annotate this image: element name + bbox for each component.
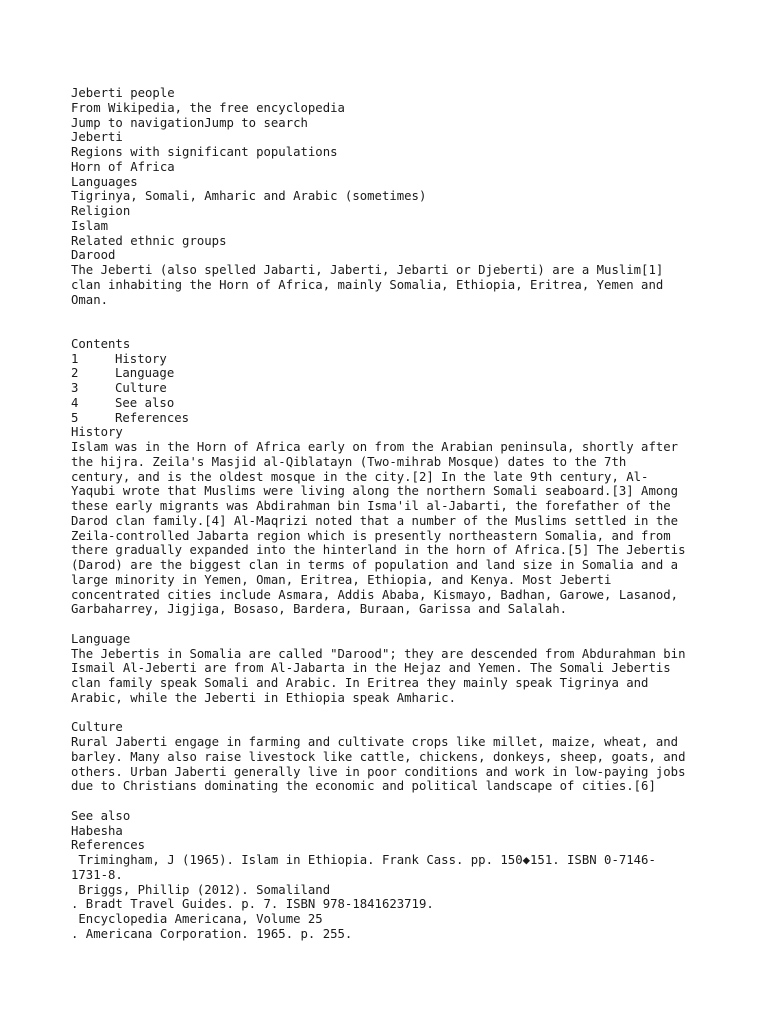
- reference-line: 1731-8.: [71, 867, 123, 882]
- paragraph-line: Zeila-controlled Jabarta region which is presently northeastern Somalia, and from: [71, 528, 671, 543]
- infobox-regions-label: Regions with significant populations: [71, 145, 338, 159]
- infobox-related-value[interactable]: Darood: [71, 248, 116, 263]
- infobox-languages-label: Languages: [71, 174, 138, 189]
- section-heading: References: [71, 838, 146, 853]
- toc-number: 2: [71, 366, 79, 381]
- toc-number: 5: [71, 410, 79, 425]
- intro-line: clan inhabiting the Horn of Africa, mainly Somalia, Ethiopia, Eritrea, Yemen and: [71, 277, 664, 292]
- toc-label: Culture: [115, 381, 167, 395]
- table-of-contents: [71, 337, 711, 426]
- paragraph-line: Ismail Al-Jeberti are from Al-Jabarta in the Hejaz and Yemen. The Somali Jebertis: [71, 661, 671, 676]
- infobox: [71, 130, 711, 263]
- section-heading: Language: [71, 631, 131, 646]
- section-heading: Culture: [71, 720, 123, 735]
- toc-item-references[interactable]: [71, 411, 711, 426]
- spacer: [71, 322, 711, 337]
- paragraph-line: others. Urban Jaberti generally live in poor conditions and work in low-paying jobs: [71, 764, 686, 779]
- toc-number: 1: [71, 351, 79, 366]
- reference-line: Trimingham, J (1965). Islam in Ethiopia. Frank Cass. pp. 150◆151. ISBN 0-7146-: [71, 853, 656, 867]
- toc-item-language[interactable]: [71, 366, 711, 381]
- paragraph-line: there gradually expanded into the hinterland in the horn of Africa.[5] The Jebertis: [71, 543, 686, 558]
- intro-line: The Jeberti (also spelled Jabarti, Jaberti, Jebarti or Djeberti) are a Muslim[1]: [71, 263, 664, 277]
- paragraph-line: century, and is the oldest mosque in the city.[2] In the late 9th century, Al-: [71, 469, 649, 484]
- section-heading: See also: [71, 808, 131, 823]
- contents-heading: Contents: [71, 336, 131, 351]
- section-references: [71, 838, 711, 941]
- toc-label: History: [115, 351, 167, 366]
- toc-item-history[interactable]: [71, 352, 711, 367]
- section-culture: [71, 720, 711, 794]
- toc-item-culture[interactable]: [71, 381, 711, 396]
- toc-label: See also: [115, 395, 175, 410]
- intro-line: Oman.: [71, 292, 109, 307]
- intro-paragraph: [71, 263, 711, 307]
- paragraph-line: barley. Many also raise livestock like cattle, chickens, donkeys, sheep, goats, and: [71, 749, 686, 764]
- paragraph-line: (Darod) are the biggest clan in terms of population and land size in Somalia and a: [71, 558, 679, 572]
- infobox-religion-value[interactable]: Islam: [71, 218, 109, 233]
- paragraph-line: large minority in Yemen, Oman, Eritrea, Ethiopia, and Kenya. Most Jeberti: [71, 572, 612, 587]
- toc-item-see-also[interactable]: [71, 396, 711, 411]
- paragraph-line: due to Christians dominating the economic and political landscape of cities.[6]: [71, 779, 656, 794]
- paragraph-line: Garbaharrey, Jigjiga, Bosaso, Bardera, Buraan, Garissa and Salalah.: [71, 602, 568, 617]
- reference-line: Briggs, Phillip (2012). Somaliland: [71, 882, 331, 897]
- paragraph-line: Yaqubi wrote that Muslims were living along the northern Somali seaboard.[3] Among: [71, 484, 679, 499]
- infobox-regions-value[interactable]: Horn of Africa: [71, 159, 175, 174]
- reference-line: . Americana Corporation. 1965. p. 255.: [71, 926, 353, 941]
- paragraph-line: Islam was in the Horn of Africa early on from the Arabian peninsula, shortly after: [71, 440, 679, 454]
- toc-label: References: [115, 410, 190, 425]
- infobox-religion-label: Religion: [71, 204, 131, 218]
- paragraph-line: Darod clan family.[4] Al-Maqrizi noted that a number of the Muslims settled in the: [71, 513, 679, 528]
- section-see-also: [71, 809, 711, 839]
- jump-links[interactable]: Jump to navigationJump to search: [71, 115, 308, 130]
- toc-number: 3: [71, 381, 79, 395]
- section-language: [71, 632, 711, 706]
- page-title: Jeberti people: [71, 86, 175, 100]
- paragraph-line: The Jebertis in Somalia are called "Darood"; they are descended from Abdurahman bin: [71, 646, 686, 661]
- infobox-languages-value: Tigrinya, Somali, Amharic and Arabic (sometimes): [71, 189, 427, 204]
- paragraph-line: Rural Jaberti engage in farming and cultivate crops like millet, maize, wheat, and: [71, 735, 679, 749]
- paragraph-line: concentrated cities include Asmara, Addis Ababa, Kismayo, Badhan, Garowe, Lasanod,: [71, 587, 679, 602]
- spacer: [71, 706, 711, 721]
- toc-number: 4: [71, 395, 79, 410]
- page-tagline: From Wikipedia, the free encyclopedia: [71, 100, 345, 115]
- section-heading: History: [71, 425, 123, 440]
- document-page: [71, 86, 711, 942]
- infobox-related-label: Related ethnic groups: [71, 233, 227, 248]
- reference-line: Encyclopedia Americana, Volume 25: [71, 912, 323, 926]
- reference-line: . Bradt Travel Guides. p. 7. ISBN 978-1841623719.: [71, 897, 434, 912]
- spacer: [71, 307, 711, 322]
- paragraph-line: these early migrants was Abdirahman bin Isma'il al-Jabarti, the forefather of the: [71, 499, 671, 513]
- toc-label: Language: [115, 366, 175, 381]
- paragraph-line: the hijra. Zeila's Masjid al-Qiblatayn (Two-mihrab Mosque) dates to the 7th: [71, 454, 627, 469]
- paragraph-line: clan family speak Somali and Arabic. In Eritrea they mainly speak Tigrinya and: [71, 676, 649, 690]
- see-also-link[interactable]: Habesha: [71, 823, 123, 838]
- infobox-name: Jeberti: [71, 130, 123, 145]
- spacer: [71, 794, 711, 809]
- paragraph-line: Arabic, while the Jeberti in Ethiopia speak Amharic.: [71, 690, 456, 705]
- section-history: [71, 425, 711, 617]
- spacer: [71, 617, 711, 632]
